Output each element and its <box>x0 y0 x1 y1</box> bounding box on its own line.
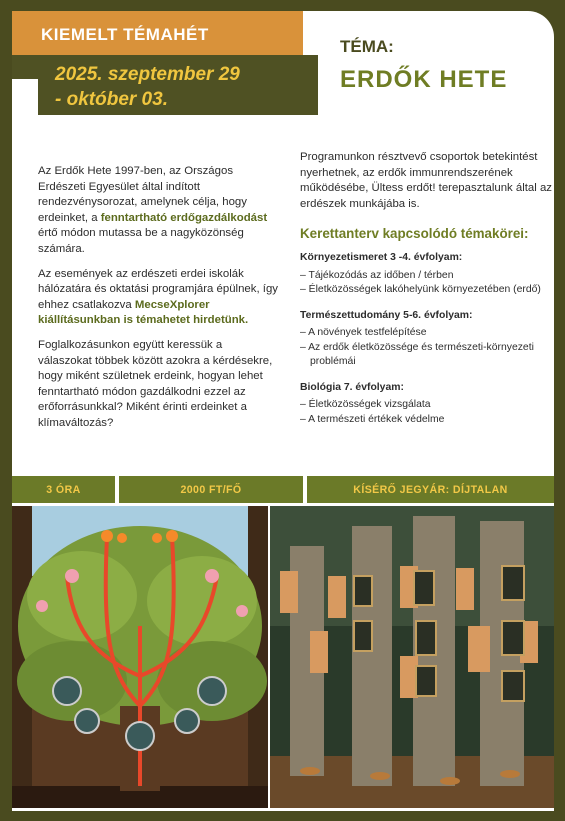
curriculum-title: Kerettanterv kapcsolódó témakörei: <box>300 226 529 242</box>
topic-item: – Életközösségek vizsgálata <box>300 398 552 413</box>
topic-list <box>300 326 552 370</box>
right-column <box>300 150 552 437</box>
topic-item: – Tájékozódás az időben / térben <box>300 269 552 284</box>
program-paragraph: Programunkon résztvevő csoportok betekintést nyerhetnek, az erdők immunrendszerének működésébe, Ültess erdőt! terepasztalunk által az erdészek munkájába is. <box>300 151 552 210</box>
duration-badge: 3 ÓRA <box>12 476 115 503</box>
events-paragraph: Az események az erdészeti erdei iskolák hálózatára és oktatási programjára épülnek, így ehhez csatlakozva MecseXplorer kiállításunkban is témahetet hirdetünk. <box>38 267 278 327</box>
topic-item: – A természeti értékek védelme <box>300 413 552 428</box>
date-banner <box>38 55 318 115</box>
topic-list <box>300 269 552 298</box>
grade-heading: Környezetismeret 3 -4. évfolyam: <box>300 251 463 263</box>
questions-paragraph: Foglalkozásunkon együtt keressük a válaszokat többek között azokra a kérdésekre, hogy miként születnek erdeink, hogyan lehet fenntartható módon gazdálkodni ezzel az erőforrásunkkal? Miként érinti erdeinket a klímaváltozás? <box>38 338 273 429</box>
topic-item: – A növények testfelépítése <box>300 326 552 341</box>
intro-paragraph: Az Erdők Hete 1997-ben, az Országos Erdészeti Egyesület által indított rendezvénysorozat, amelynek célja, hogy erdeinket, a fenntartható erdőgazdálkodást értő módon mutassa be a nagyközönség számára. <box>38 165 268 255</box>
grade-heading: Biológia 7. évfolyam: <box>300 381 404 393</box>
tree-exhibit-photo <box>12 506 268 808</box>
date-banner-tab <box>12 55 38 79</box>
grade-heading: Természettudomány 5-6. évfolyam: <box>300 309 473 321</box>
theme-title: ERDŐK HETE <box>340 66 508 93</box>
price-badge: 2000 FT/FŐ <box>119 476 303 503</box>
featured-week-tag: KIEMELT TÉMAHÉT <box>12 11 303 55</box>
forest-exhibit-photo <box>270 506 554 808</box>
date-line-2: - október 03. <box>55 89 168 110</box>
date-line-1: 2025. szeptember 29 <box>55 64 240 85</box>
topic-item: – Az erdők életközössége és természeti-környezeti problémái <box>300 341 552 370</box>
topic-item: – Életközösségek lakóhelyünk környezetében (erdő) <box>300 283 552 298</box>
left-column <box>38 164 278 441</box>
escort-ticket-badge: KÍSÉRŐ JEGYÁR: DÍJTALAN <box>307 476 554 503</box>
theme-label: TÉMA: <box>340 37 394 56</box>
topic-list <box>300 398 552 427</box>
